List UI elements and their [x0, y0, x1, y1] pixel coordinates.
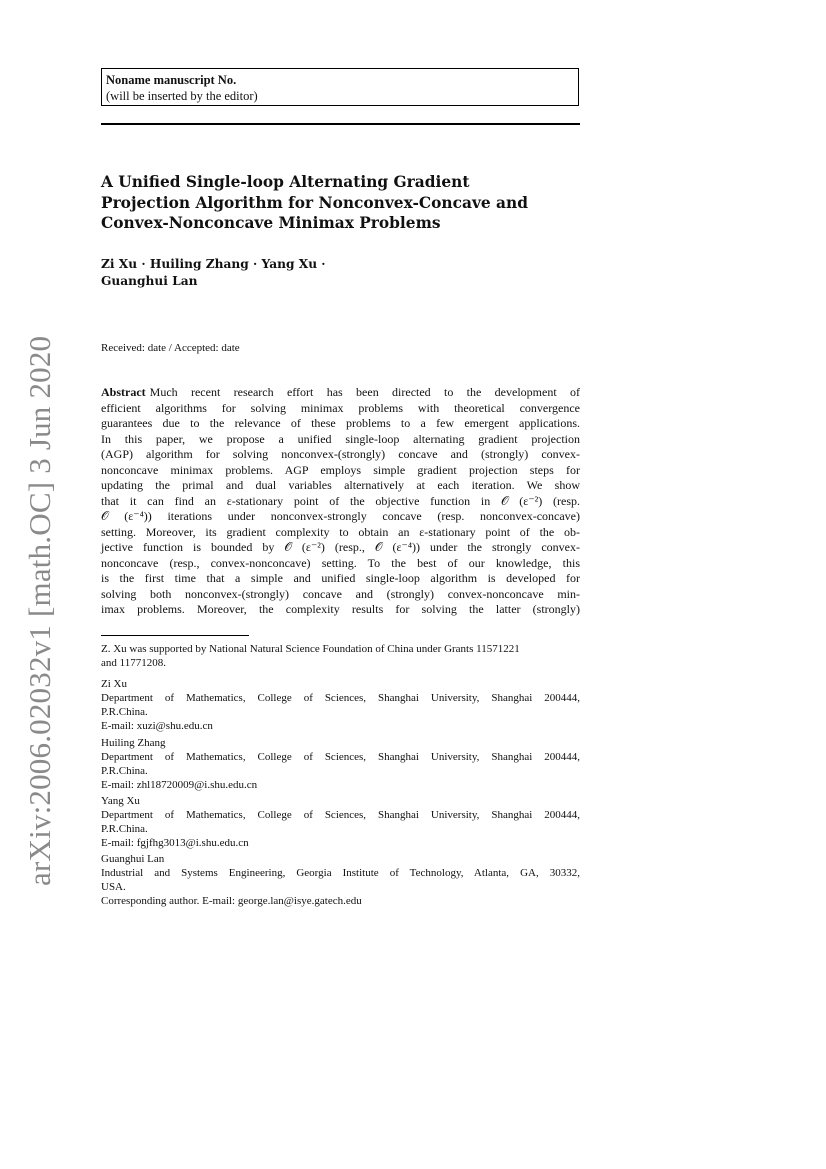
editor-note: (will be inserted by the editor) [106, 89, 258, 103]
affiliation-location: P.R.China. [101, 823, 148, 835]
abstract-line: imax problems. Moreover, the complexity results for solving the latter (strongly) [101, 602, 580, 616]
title-line: Convex-Nonconcave Minimax Problems [101, 214, 441, 232]
abstract-line: efficient algorithms for solving minimax problems with theoretical convergence [101, 400, 580, 415]
affiliation-name: Zi Xu [101, 678, 127, 690]
author-list [101, 256, 581, 290]
abstract [101, 385, 580, 618]
affiliation-email[interactable]: Corresponding author. E-mail: george.lan@isye.gatech.edu [101, 895, 362, 907]
funding-footnote [101, 642, 580, 670]
affiliation-location: P.R.China. [101, 706, 148, 718]
affiliation-location: P.R.China. [101, 765, 148, 777]
abstract-line: nonconcave minimax problems. AGP employs simple gradient projection steps for [101, 462, 580, 477]
abstract-label: Abstract [101, 385, 146, 399]
affiliation-name: Guanghui Lan [101, 853, 165, 865]
affiliation-dept: Department of Mathematics, College of Sciences, Shanghai University, Shanghai 200444, [101, 809, 580, 821]
received-date: Received: date / Accepted: date [101, 342, 240, 354]
author-line: Zi Xu · Huiling Zhang · Yang Xu · [101, 257, 326, 271]
title-line: Projection Algorithm for Nonconvex-Concave and [101, 193, 528, 212]
affiliation-dept: Department of Mathematics, College of Sciences, Shanghai University, Shanghai 200444, [101, 751, 580, 763]
abstract-line: In this paper, we propose a unified single-loop alternating gradient projection [101, 431, 580, 446]
title-line: A Unified Single-loop Alternating Gradient [101, 173, 470, 191]
affiliation-email[interactable]: E-mail: fgjfhg3013@i.shu.edu.cn [101, 837, 249, 849]
abstract-line: guarantees due to the relevance of these problems to a few emergent applications. [101, 416, 580, 430]
affiliation-block [101, 736, 580, 792]
arxiv-identifier-stamp[interactable]: arXiv:2006.02032v1 [math.OC] 3 Jun 2020 [22, 335, 57, 886]
top-rule [101, 123, 580, 125]
affiliation-name: Huiling Zhang [101, 737, 166, 749]
affiliation-location: USA. [101, 881, 126, 893]
affiliation-email[interactable]: E-mail: xuzi@shu.edu.cn [101, 720, 213, 732]
manuscript-number: Noname manuscript No. [106, 73, 237, 87]
abstract-line: solving both nonconvex-(strongly) concave and (strongly) convex-nonconcave min- [101, 586, 580, 601]
affiliation-dept: Department of Mathematics, College of Sciences, Shanghai University, Shanghai 200444, [101, 692, 580, 704]
footnote-line: and 11771208. [101, 657, 166, 669]
abstract-line: nonconcave (resp., convex-nonconcave) setting. To the best of our knowledge, this [101, 555, 580, 570]
abstract-line: updating the primal and dual variables alternatively at each iteration. We show [101, 478, 580, 492]
abstract-line: jective function is bounded by 𝒪 (ε⁻²) (resp., 𝒪 (ε⁻⁴)) under the strongly convex- [101, 540, 580, 554]
affiliation-dept: Industrial and Systems Engineering, Georgia Institute of Technology, Atlanta, GA, 30332, [101, 867, 580, 879]
footnote-line: Z. Xu was supported by National Natural Science Foundation of China under Grants 11571221 [101, 643, 520, 655]
abstract-line: setting. Moreover, its gradient complexity to obtain an ε-stationary point of the ob- [101, 524, 580, 539]
manuscript-header-box [101, 68, 579, 106]
affiliation-block [101, 677, 580, 733]
affiliation-name: Yang Xu [101, 795, 140, 807]
abstract-line: that it can find an ε-stationary point of the objective function in 𝒪 (ε⁻²) (resp. [101, 493, 580, 508]
abstract-line: is the first time that a simple and unified single-loop algorithm is developed for [101, 571, 580, 585]
affiliation-block [101, 794, 580, 850]
abstract-line: 𝒪 (ε⁻⁴)) iterations under nonconvex-strongly concave (resp. nonconvex-concave) [101, 509, 580, 523]
abstract-line: (AGP) algorithm for solving nonconvex-(strongly) concave and (strongly) convex- [101, 447, 580, 461]
affiliation-email[interactable]: E-mail: zhl18720009@i.shu.edu.cn [101, 779, 258, 791]
abstract-line: Much recent research effort has been directed to the development of [149, 385, 580, 399]
affiliation-block [101, 852, 580, 908]
author-line: Guanghui Lan [101, 274, 198, 288]
paper-title [101, 172, 581, 234]
footnote-rule [101, 635, 249, 636]
